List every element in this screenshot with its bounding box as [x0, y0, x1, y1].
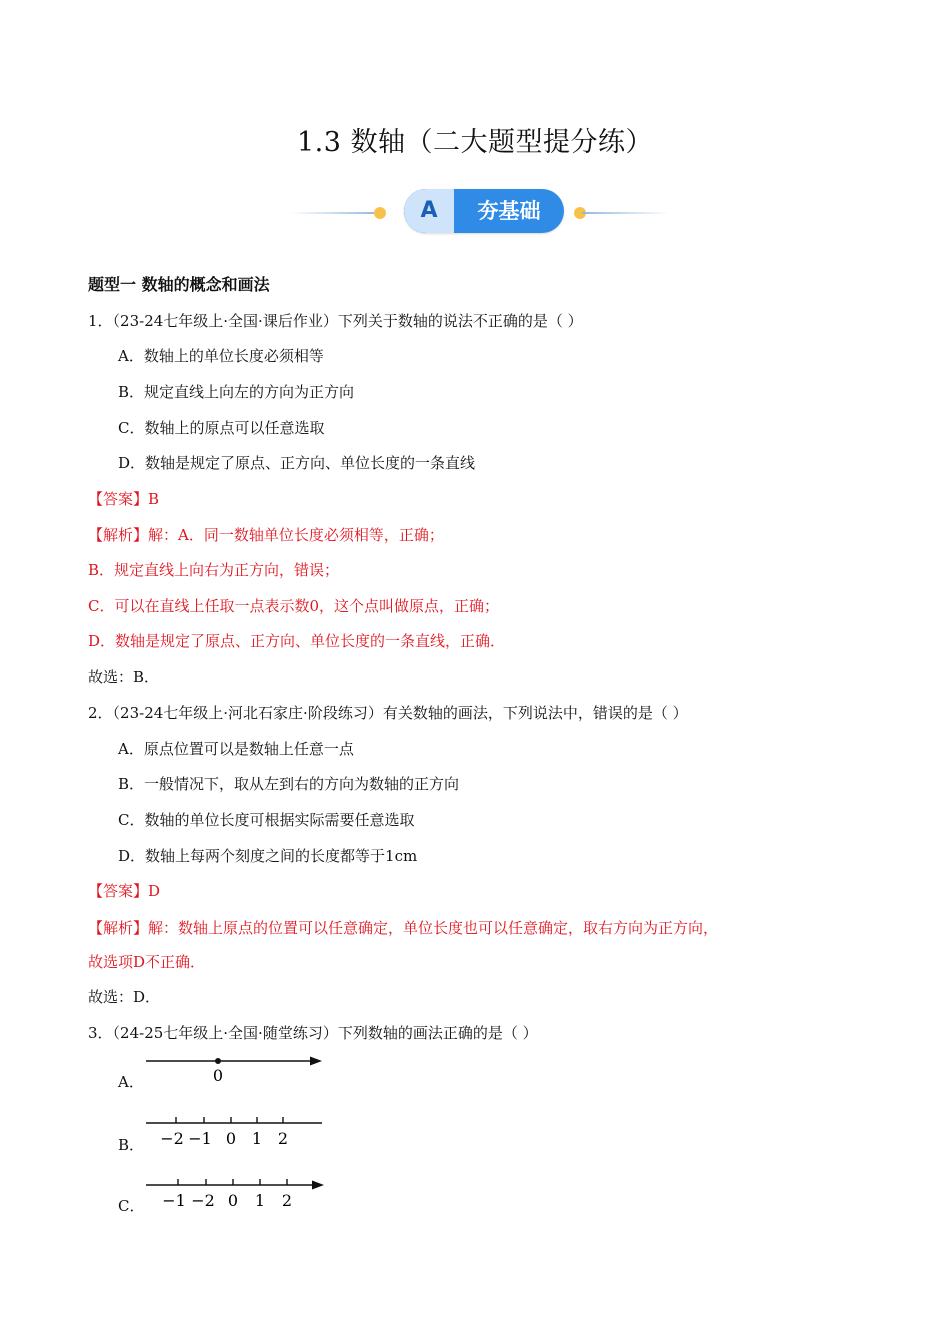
badge-dot-left — [374, 207, 386, 219]
q3-c-tick-2: −2 — [191, 1191, 215, 1210]
q1-option-c: C．数轴上的原点可以任意选取 — [118, 419, 325, 437]
q1-analysis-4: D．数轴是规定了原点、正方向、单位长度的一条直线，正确． — [88, 632, 506, 650]
page-title: 1.3 数轴（二大题型提分练） — [296, 127, 654, 158]
q3-b-tick-2: −1 — [188, 1129, 212, 1148]
q2-stem: 2．（23-24七年级上·河北石家庄·阶段练习）有关数轴的画法，下列说法中，错误的是（ ） — [88, 704, 688, 722]
q1-option-d: D．数轴是规定了原点、正方向、单位长度的一条直线 — [118, 454, 476, 472]
q2-conclusion: 故选：D． — [88, 988, 161, 1006]
q3-number-line-a — [140, 1052, 330, 1086]
q3-number-line-c — [140, 1175, 335, 1213]
q1-option-a: A．数轴上的单位长度必须相等 — [118, 347, 324, 365]
q2-option-d: D．数轴上每两个刻度之间的长度都等于1cm — [118, 847, 418, 865]
q1-stem: 1．（23-24七年级上·全国·课后作业）下列关于数轴的说法不正确的是（ ） — [88, 312, 583, 330]
q3-option-c-label: C． — [118, 1197, 145, 1215]
q3-b-tick-1: −2 — [160, 1129, 184, 1148]
badge-line-right — [582, 212, 670, 214]
q2-analysis-1: 【解析】解：数轴上原点的位置可以任意确定，单位长度也可以任意确定，取右方向为正方向， — [88, 919, 719, 937]
q2-option-a: A．原点位置可以是数轴上任意一点 — [118, 740, 354, 758]
q3-c-tick-4: 1 — [254, 1191, 266, 1210]
q3-c-tick-1: −1 — [162, 1191, 186, 1210]
q2-answer: 【答案】D — [88, 882, 161, 900]
q3-option-b-label: B． — [118, 1136, 145, 1154]
q2-option-c: C．数轴的单位长度可根据实际需要任意选取 — [118, 811, 415, 829]
q2-analysis-2: 故选项D不正确． — [88, 953, 206, 971]
section-badge — [290, 188, 670, 236]
q3-c-tick-3: 0 — [227, 1191, 239, 1210]
q1-analysis-1: 【解析】解：A．同一数轴单位长度必须相等，正确； — [88, 526, 444, 544]
q3-c-tick-5: 2 — [281, 1191, 293, 1210]
q1-conclusion: 故选：B． — [88, 668, 160, 686]
q1-option-b: B．规定直线上向左的方向为正方向 — [118, 383, 355, 401]
q1-answer: 【答案】B — [88, 490, 160, 508]
badge-line-left — [290, 212, 378, 214]
badge-text: 夯基础 — [477, 199, 541, 223]
q1-analysis-2: B．规定直线上向右为正方向，错误； — [88, 561, 340, 579]
q2-option-b: B．一般情况下，取从左到右的方向为数轴的正方向 — [118, 775, 460, 793]
q3-number-line-b — [140, 1113, 330, 1151]
q3-option-a-label: A． — [118, 1073, 144, 1091]
q1-analysis-3: C．可以在直线上任取一点表示数0，这个点叫做原点，正确； — [88, 597, 500, 615]
section-heading: 题型一 数轴的概念和画法 — [88, 275, 270, 294]
badge-letter: A — [404, 189, 454, 233]
q3-stem: 3．（24-25七年级上·全国·随堂练习）下列数轴的画法正确的是（ ） — [88, 1024, 538, 1042]
q3-b-tick-5: 2 — [277, 1129, 289, 1148]
q3-b-tick-4: 1 — [251, 1129, 263, 1148]
q3-b-tick-3: 0 — [225, 1129, 237, 1148]
badge-pill — [404, 189, 564, 233]
q3-a-tick-0: 0 — [212, 1066, 224, 1085]
